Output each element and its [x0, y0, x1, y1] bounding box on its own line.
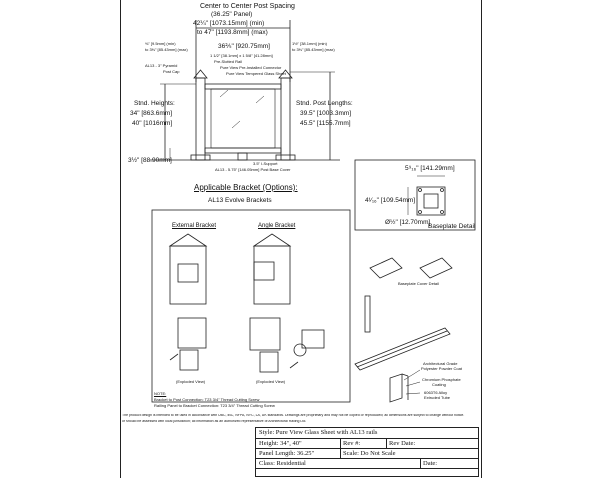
scale-field: Scale: Do Not Scale	[343, 450, 396, 457]
height-field: Height: 34", 40"	[259, 440, 302, 447]
glass-width: 36⅖" [920.75mm]	[218, 43, 270, 50]
rail-type: Pre-Slotted Rail	[214, 59, 243, 64]
post-cap-label: AL13 - 3" Pyramid	[145, 63, 178, 68]
spacing-title: Center to Center Post Spacing	[200, 3, 295, 10]
title-block	[255, 427, 479, 477]
alloy-label-2: Extruded Tube	[424, 395, 451, 400]
bottom-gap: 3½" [88.90mm]	[128, 157, 172, 164]
spacing-max: to 47" [1193.8mm] (max)	[197, 29, 268, 36]
rev-date-field: Rev Date:	[389, 440, 416, 447]
right-gap-max: to 3⅜" [85.43mm] (max)	[292, 47, 335, 52]
bracket-series: AL13 Evolve Brackets	[208, 197, 272, 204]
bracket-heading: Applicable Bracket (Options):	[194, 183, 298, 192]
phosphate-label-2: Coating	[432, 382, 446, 387]
style-field: Style: Pure View Glass Sheet with AL13 rails	[259, 429, 378, 436]
title-row-panel	[256, 448, 478, 458]
left-gap-min: ⅜" [9.5mm] (min)	[145, 41, 176, 46]
phosphate-label-1: Chromium Phosphate	[422, 377, 461, 382]
date-field: Date:	[423, 460, 438, 467]
exploded-view-1: (Exploded View)	[176, 379, 206, 384]
connector-label: Pure View Pre-Installed Connector	[220, 65, 282, 70]
baseplate-width: 5⁹₁₆" [141.29mm]	[405, 165, 455, 172]
height-34: 34" [863.6mm]	[130, 110, 173, 117]
title-row-class	[256, 458, 478, 468]
coat-label-1: Architectural Grade	[423, 361, 458, 366]
disclaimer-1: The product design is intended to be used in accordance with UBC, IBC, NFPA, NYC, LA, UK standards. Drawings are proprietary and may not be copied or reproduced; all dimensions are subject to change without notice.	[122, 414, 465, 417]
alloy-label-1: 6063T6 Alloy	[424, 390, 448, 395]
rail-size: 1 1/2" [38.1mm] x 1 5/8" [41.28mm]	[210, 53, 273, 58]
panel-length-field: Panel Length: 36.25"	[259, 450, 315, 457]
post-395: 39.5" [1003.3mm]	[300, 110, 352, 117]
class-field: Class: Residential	[259, 460, 306, 467]
exploded-view-2: (Exploded View)	[256, 379, 286, 384]
coat-label-2: Polyester Powder Coat	[421, 366, 462, 371]
baseplate-inner: 4¹⁄₁₆" [109.54mm]	[365, 197, 416, 204]
title-row-blank	[256, 468, 478, 478]
external-bracket-label: External Bracket	[172, 223, 217, 229]
post-cap-label-2: Post Cap	[163, 69, 180, 74]
left-gap-max: to 3⅜" [85.43mm] (max)	[145, 47, 188, 52]
rev-number-field: Rev #:	[343, 440, 361, 447]
title-row-height	[256, 438, 478, 448]
post-455: 45.5" [1155.7mm]	[300, 120, 351, 127]
title-row-style	[256, 428, 478, 438]
spacing-min: 42¼" [1073.15mm] (min)	[193, 20, 265, 27]
disclaimer-2: or should be assessed with local jurisdiction; all information as an authorized representative of Architectural Railing Ltd.	[122, 420, 307, 423]
support-label: 3.5" I-Support	[253, 161, 278, 166]
post-lengths-label: Stnd. Post Lengths:	[296, 100, 353, 107]
angle-bracket-label: Angle Bracket	[258, 223, 296, 229]
height-40: 40" [1016mm]	[132, 120, 173, 127]
right-gap-min: 1½" [38.1mm] (min)	[292, 41, 327, 46]
spacing-panel: (36.25" Panel)	[211, 11, 253, 18]
stnd-heights-label: Stnd. Heights:	[134, 100, 175, 107]
baseplate-cover-label: Baseplate Cover Detail	[398, 281, 439, 286]
glass-sheet-label: Pure View Tempered Glass Sheet	[226, 71, 286, 76]
base-cover-label: AL13 - 5.75" [146.05mm] Post Base Cover	[215, 167, 291, 172]
note-line-2: Railing Panel to Bracket Connection: T23 3/4" Thread Cutting Screw	[154, 403, 275, 408]
baseplate-hole: Ø½" [12.70mm]	[385, 219, 431, 226]
note-title: NOTE:	[154, 391, 167, 396]
note-line-1: Bracket to Post Connection: T23 3/4" Thread Cutting Screw	[154, 397, 260, 402]
baseplate-label: Baseplate Detail	[428, 223, 476, 230]
